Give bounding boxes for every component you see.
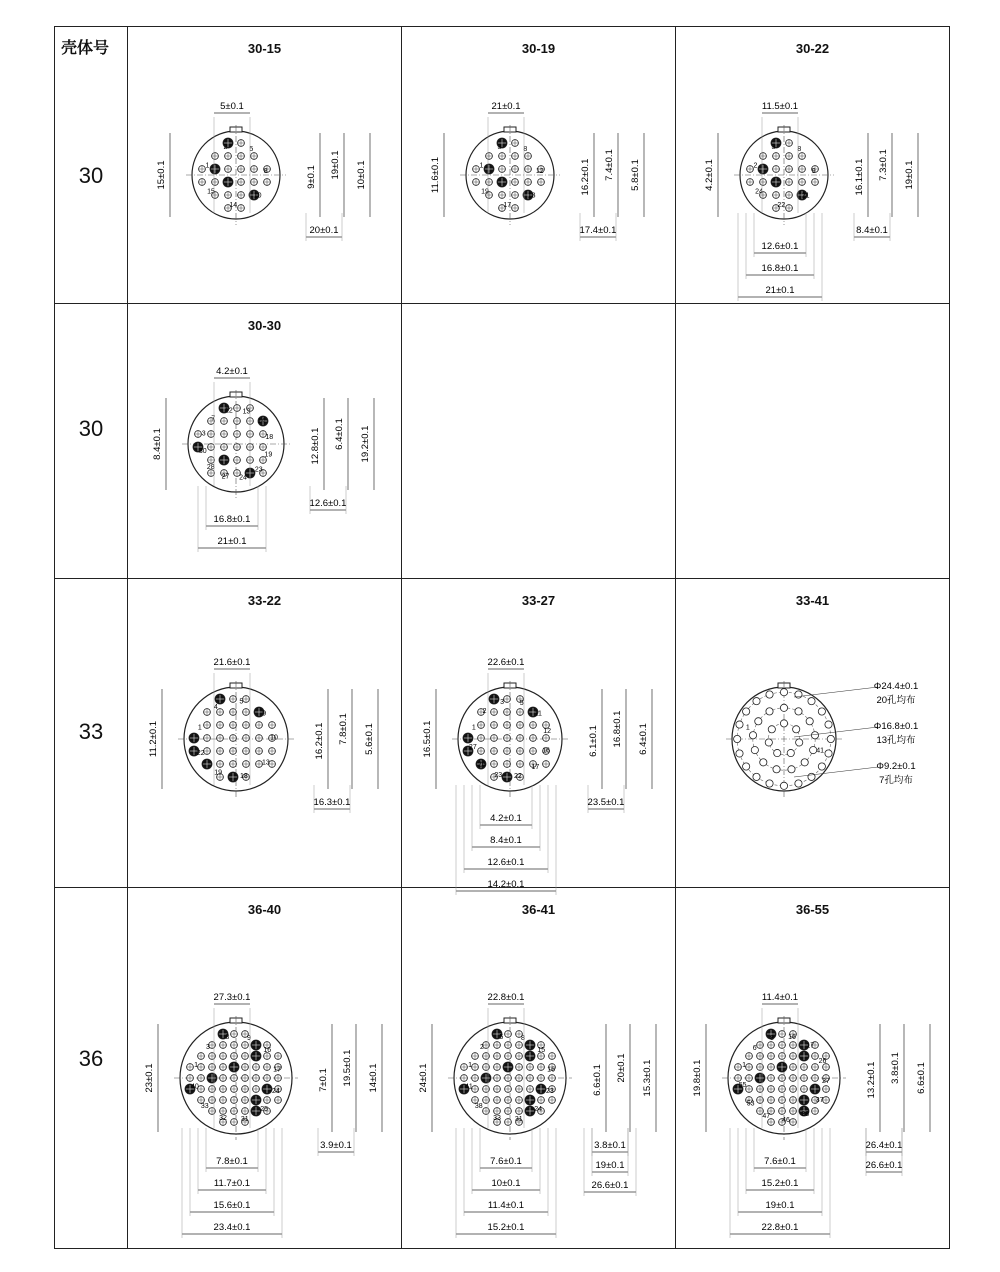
pin-number: 5 <box>239 698 244 706</box>
dimension-label: 9±0.1 <box>306 165 317 189</box>
contact-hole <box>827 735 834 742</box>
dimension-label: 14.2±0.1 <box>487 879 525 890</box>
pin-number: 24 <box>272 1087 280 1095</box>
dimension-label: 3.9±0.1 <box>320 1140 352 1151</box>
diagram-cell <box>676 27 950 304</box>
pin-number: 3 <box>497 143 502 151</box>
contact-hole <box>780 720 787 727</box>
pin-number: 16 <box>788 1033 796 1041</box>
pin-number: 15 <box>207 188 215 196</box>
contact-hole <box>760 759 767 766</box>
pin-number: 18 <box>240 773 248 781</box>
diagram-cell <box>128 579 402 888</box>
dimension-label: 8.4±0.1 <box>856 225 888 236</box>
pin-number: 28 <box>206 463 215 471</box>
dimension-label: 15.2±0.1 <box>487 1222 525 1233</box>
contact-hole <box>795 708 802 715</box>
dimension-label: 7.4±0.1 <box>604 149 615 181</box>
pin-number: 32 <box>219 1114 227 1122</box>
contact-hole <box>787 749 794 756</box>
pin-number: 3 <box>771 143 776 151</box>
contact-hole <box>753 773 760 780</box>
pin-number: 22 <box>514 773 522 781</box>
pin-number: 53 <box>746 1100 755 1108</box>
pin-number: 17 <box>503 201 512 209</box>
dimension-label: 26.6±0.1 <box>591 1180 629 1191</box>
pin-number: 1 <box>745 724 750 732</box>
empty-cell <box>402 304 676 579</box>
pin-number: 3 <box>201 430 206 438</box>
dimension-label: 5.6±0.1 <box>364 723 375 755</box>
contact-hole <box>765 739 772 746</box>
pin-number: 16 <box>542 747 551 755</box>
dimension-label: 11.7±0.1 <box>213 1178 251 1189</box>
connector-diagram <box>128 579 401 887</box>
dimension-label: 12.6±0.1 <box>761 241 799 252</box>
diagram-title: 33-27 <box>521 593 556 608</box>
pin-number: 2 <box>479 1043 484 1051</box>
pin-number: 2 <box>482 707 487 715</box>
dimension-label: 7.6±0.1 <box>490 1156 522 1167</box>
pin-number: 2 <box>223 143 228 151</box>
pin-number: 24 <box>534 1106 543 1114</box>
pin-number: 37 <box>815 1097 824 1105</box>
diagram-cell <box>676 579 950 888</box>
contact-hole <box>773 766 780 773</box>
contact-hole <box>774 749 781 756</box>
contact-hole <box>734 735 741 742</box>
dimension-label: 19.8±0.1 <box>692 1059 703 1097</box>
contact-hole <box>818 763 825 770</box>
dimension-label: 17.4±0.1 <box>579 225 617 236</box>
diagram-title: 30-30 <box>247 318 282 333</box>
dimension-label: 6.1±0.1 <box>588 725 599 757</box>
shell-number: 30 <box>78 163 104 188</box>
contact-hole <box>751 746 758 753</box>
diagram-title: 30-19 <box>521 41 556 56</box>
note-label: Φ16.8±0.1 <box>873 721 919 732</box>
pin-number: 38 <box>801 1111 810 1119</box>
contact-hole <box>806 718 813 725</box>
dimension-label: 16.3±0.1 <box>313 797 351 808</box>
pin-number: 1 <box>197 724 202 732</box>
pin-number: 27 <box>468 743 477 751</box>
pin-number: 5 <box>249 146 254 154</box>
shell-cell <box>55 579 128 888</box>
pin-number: 18 <box>265 433 274 441</box>
diagram-title: 33-41 <box>795 593 830 608</box>
diagram-cell <box>402 888 676 1249</box>
dimension-label: 21±0.1 <box>217 536 247 547</box>
pin-number: 3 <box>205 1043 210 1051</box>
pin-number: 12 <box>225 407 233 415</box>
dimension-label: 20±0.1 <box>616 1053 627 1083</box>
note-label: Φ9.2±0.1 <box>876 761 916 772</box>
contact-hole <box>749 732 756 739</box>
connector-diagram <box>676 888 949 1248</box>
pin-number: 46 <box>782 1116 790 1124</box>
shell-cell <box>55 304 128 579</box>
pin-number: 8 <box>797 146 802 154</box>
pin-number: 31 <box>240 1116 249 1124</box>
contact-hole <box>766 691 773 698</box>
pin-number: 24 <box>239 474 247 482</box>
shell-number: 36 <box>78 1046 104 1071</box>
shell-cell <box>55 888 128 1249</box>
pin-number: 5 <box>519 699 524 707</box>
dimension-label: 23.5±0.1 <box>587 797 625 808</box>
pin-number: 25 <box>260 1106 269 1114</box>
connector-diagram <box>402 579 675 890</box>
dimension-label: 11.4±0.1 <box>761 992 799 1003</box>
dimension-label: 22.8±0.1 <box>761 1222 799 1233</box>
dimension-label: 12.6±0.1 <box>487 857 525 868</box>
dimension-label: 15.6±0.1 <box>213 1200 251 1211</box>
dimension-label: 7.3±0.1 <box>878 149 889 181</box>
diagram-title: 33-22 <box>247 593 282 608</box>
pin-number: 10 <box>253 192 262 200</box>
connector-diagram <box>676 579 949 887</box>
pin-number: 16 <box>547 1066 555 1074</box>
contact-hole <box>780 782 787 789</box>
pin-number: 30 <box>198 448 207 456</box>
pin-number: 17 <box>273 1066 281 1074</box>
pin-number: 13 <box>262 759 270 767</box>
pin-number: 4 <box>213 703 218 711</box>
dimension-label: 26.4±0.1 <box>865 1140 903 1151</box>
dimension-label: 16.1±0.1 <box>854 158 865 196</box>
pin-number: 9 <box>247 1035 251 1043</box>
dimension-label: 21.6±0.1 <box>213 657 251 668</box>
dimension-label: 7.6±0.1 <box>764 1156 796 1167</box>
contact-hole <box>788 766 795 773</box>
pin-number: 6 <box>752 1044 757 1052</box>
pin-number: 19 <box>214 769 223 777</box>
dimension-label: 23.4±0.1 <box>213 1222 251 1233</box>
dimension-label: 4.2±0.1 <box>704 159 715 191</box>
dimension-label: 19.5±0.1 <box>342 1049 353 1087</box>
contact-hole <box>825 721 832 728</box>
pin-number: 16 <box>263 1046 272 1054</box>
dimension-label: 15.2±0.1 <box>761 1178 799 1189</box>
dimension-label: 16.2±0.1 <box>314 722 325 760</box>
dimension-label: 15.3±0.1 <box>642 1059 653 1097</box>
diagram-title: 36-41 <box>521 902 556 917</box>
pin-number: 33 <box>200 1103 209 1111</box>
contact-hole <box>736 721 743 728</box>
pin-number: 5 <box>499 1033 504 1041</box>
empty-cell <box>676 304 950 579</box>
dimension-label: 12.6±0.1 <box>309 498 347 509</box>
pin-number: 1 <box>479 162 484 170</box>
connector-diagram <box>402 27 675 303</box>
dimension-label: 4.2±0.1 <box>216 366 248 377</box>
pin-number: 47 <box>762 1113 771 1121</box>
dimension-label: 13.2±0.1 <box>866 1061 877 1099</box>
connector-table <box>54 26 950 1249</box>
dimension-label: 20±0.1 <box>309 225 339 236</box>
dimension-label: 23±0.1 <box>144 1063 155 1093</box>
dimension-label: 19±0.1 <box>765 1200 795 1211</box>
dimension-label: 16.5±0.1 <box>422 720 433 758</box>
contact-hole <box>755 718 762 725</box>
pin-number: 1 <box>742 1062 747 1070</box>
diagram-title: 36-55 <box>795 902 830 917</box>
pin-number: 9 <box>262 710 267 718</box>
pin-number: 12 <box>535 167 544 175</box>
dimension-label: 27.3±0.1 <box>213 992 251 1003</box>
diagram-title: 36-40 <box>247 902 282 917</box>
dimension-label: 19±0.1 <box>904 160 915 190</box>
note-label: 7孔均布 <box>879 775 913 786</box>
dimension-label: 3.8±0.1 <box>890 1052 901 1084</box>
contact-hole <box>811 732 818 739</box>
pin-number: 33 <box>493 1114 501 1122</box>
dimension-label: 14±0.1 <box>368 1063 379 1093</box>
dimension-label: 11.2±0.1 <box>148 720 159 758</box>
pin-number: 26 <box>818 1058 827 1066</box>
pin-number: 3 <box>500 698 505 706</box>
pin-number: 1 <box>468 1062 473 1070</box>
header-label: 壳体号 <box>61 40 110 57</box>
contact-hole <box>808 698 815 705</box>
dimension-label: 21±0.1 <box>765 285 795 296</box>
connector-diagram <box>128 27 401 303</box>
pin-number: 8 <box>770 1034 774 1042</box>
diagram-title: 30-22 <box>795 41 830 56</box>
pin-number: 1 <box>205 162 210 170</box>
connector-diagram <box>402 888 675 1248</box>
pin-number: 26 <box>477 761 486 769</box>
connector-diagram <box>676 27 949 303</box>
dimension-label: 11.4±0.1 <box>487 1200 525 1211</box>
dimension-label: 5.8±0.1 <box>630 159 641 191</box>
pin-number: 9 <box>811 167 816 175</box>
contact-hole <box>780 704 787 711</box>
pin-number: 23 <box>254 466 263 474</box>
dimension-label: 6.4±0.1 <box>638 723 649 755</box>
pin-number: 23 <box>546 1087 554 1095</box>
connector-diagram <box>128 888 401 1248</box>
contact-hole <box>825 750 832 757</box>
diagram-cell <box>402 579 676 888</box>
dimension-label: 16.2±0.1 <box>580 158 591 196</box>
contact-hole <box>793 726 800 733</box>
dimension-label: 10±0.1 <box>356 160 367 190</box>
pin-number: 8 <box>521 1035 525 1043</box>
pin-number: 38 <box>474 1103 483 1111</box>
pin-number: 8 <box>523 146 528 154</box>
diagram-cell <box>128 888 402 1249</box>
contact-hole <box>766 708 773 715</box>
note-label: 20孔均布 <box>876 695 916 706</box>
note-label: Φ24.4±0.1 <box>873 681 919 692</box>
contact-hole <box>736 750 743 757</box>
pin-number: 19 <box>481 188 489 196</box>
pin-number: 13 <box>242 408 251 416</box>
pin-number: 10 <box>270 734 278 742</box>
pin-number: 23 <box>494 772 503 780</box>
dimension-label: 8.4±0.1 <box>152 428 163 460</box>
shell-number: 33 <box>78 719 104 744</box>
dimension-label: 19±0.1 <box>595 1160 625 1171</box>
pin-number: 14 <box>257 418 266 426</box>
contact-hole <box>753 698 760 705</box>
dimension-label: 7.8±0.1 <box>216 1156 248 1167</box>
pin-number: 7 <box>211 415 216 423</box>
dimension-label: 11.6±0.1 <box>430 156 441 194</box>
dimension-label: 7.8±0.1 <box>338 713 349 745</box>
pin-number: 21 <box>801 192 810 200</box>
pin-number: 55 <box>738 1082 747 1090</box>
dimension-label: 10±0.1 <box>491 1178 521 1189</box>
pin-number: 17 <box>531 764 540 772</box>
note-label: 13孔均布 <box>876 735 916 746</box>
pin-number: 19 <box>264 451 273 459</box>
dimension-label: 11.5±0.1 <box>761 101 799 112</box>
dimension-label: 21±0.1 <box>491 101 521 112</box>
contact-hole <box>768 726 775 733</box>
contact-hole <box>801 759 808 766</box>
dimension-label: 16.8±0.1 <box>612 710 623 748</box>
dimension-label: 26.6±0.1 <box>865 1160 903 1171</box>
dimension-label: 8.4±0.1 <box>490 835 522 846</box>
pin-number: 12 <box>543 728 552 736</box>
dimension-label: 16.8±0.1 <box>761 263 799 274</box>
shell-number: 30 <box>78 416 104 441</box>
diagram-cell <box>128 27 402 304</box>
pin-number: 8 <box>225 1033 230 1041</box>
dimension-label: 19.2±0.1 <box>360 425 371 463</box>
pin-number: 22 <box>196 750 205 758</box>
contact-hole <box>766 780 773 787</box>
dimension-label: 5±0.1 <box>220 101 244 112</box>
pin-number: 27 <box>821 1078 830 1086</box>
pin-number: 8 <box>263 167 268 175</box>
diagram-cell <box>128 304 402 579</box>
pin-number: 41 <box>816 747 825 755</box>
pin-number: 13 <box>527 192 536 200</box>
dimension-label: 6.6±0.1 <box>916 1062 927 1094</box>
contact-hole <box>795 780 802 787</box>
contact-hole <box>743 708 750 715</box>
dimension-label: 4.2±0.1 <box>490 813 522 824</box>
pin-number: 14 <box>229 201 238 209</box>
pin-number: 31 <box>514 1116 523 1124</box>
pin-number: 1 <box>194 1062 199 1070</box>
dimension-label: 7±0.1 <box>318 1068 329 1092</box>
contact-hole <box>796 739 803 746</box>
diagram-cell <box>402 27 676 304</box>
pin-number: 27 <box>221 473 230 481</box>
dimension-label: 15±0.1 <box>156 160 167 190</box>
pin-number: 15 <box>537 1046 546 1054</box>
dimension-label: 3.8±0.1 <box>594 1140 626 1151</box>
contact-hole <box>818 708 825 715</box>
pin-number: 40 <box>191 1083 199 1091</box>
dimension-label: 16.8±0.1 <box>213 514 251 525</box>
dimension-label: 24±0.1 <box>418 1063 429 1093</box>
pin-number: 11 <box>534 710 542 718</box>
pin-number: 22 <box>777 201 786 209</box>
dimension-label: 6.6±0.1 <box>592 1064 603 1096</box>
pin-number: 2 <box>753 162 758 170</box>
connector-diagram <box>128 304 401 578</box>
contact-hole <box>780 689 787 696</box>
pin-number: 24 <box>755 188 763 196</box>
dimension-label: 12.8±0.1 <box>310 427 321 465</box>
contact-hole <box>743 763 750 770</box>
dimension-label: 22.6±0.1 <box>487 657 525 668</box>
pin-number: 17 <box>806 1042 815 1050</box>
diagram-title: 30-15 <box>247 41 282 56</box>
dimension-label: 6.4±0.1 <box>334 418 345 450</box>
pin-number: 1 <box>471 724 476 732</box>
pin-number: 41 <box>465 1083 473 1091</box>
diagram-cell <box>676 888 950 1249</box>
dimension-label: 22.8±0.1 <box>487 992 525 1003</box>
shell-cell <box>55 27 128 304</box>
dimension-label: 19±0.1 <box>330 150 341 180</box>
